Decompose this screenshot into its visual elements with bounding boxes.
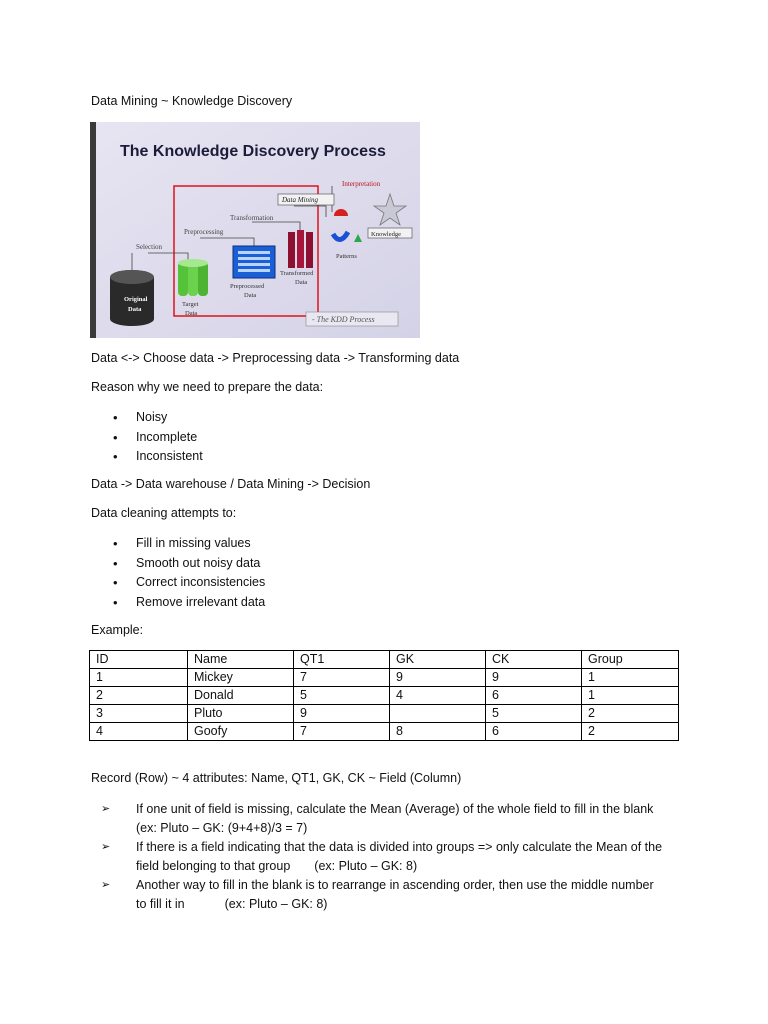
note-continuation: (ex: Pluto – GK: (9+4+8)/3 = 7) — [136, 821, 308, 835]
table-row — [90, 687, 679, 705]
label-interpretation: Interpretation — [342, 180, 381, 188]
list-item: • Inconsistent — [91, 447, 203, 467]
transformed-data-icon — [288, 230, 313, 268]
table-header-cell: QT1 — [294, 651, 390, 669]
flow-line-2: Data -> Data warehouse / Data Mining -> Decision — [91, 477, 371, 491]
arrow-bullet-icon: ➢ — [101, 879, 111, 891]
list-item: • Incomplete — [91, 428, 203, 448]
table-cell: 9 — [486, 669, 582, 687]
notes-list — [91, 800, 681, 914]
record-line: Record (Row) ~ 4 attributes: Name, QT1, GK, CK ~ Field (Column) — [91, 771, 462, 785]
note-example: (ex: Pluto – GK: 8) — [314, 859, 418, 873]
label-original-data-1: Original — [124, 296, 148, 303]
list-item — [91, 876, 681, 914]
label-preprocessing: Preprocessing — [184, 228, 224, 236]
label-selection: Selection — [136, 243, 163, 251]
label-preprocessed-data-2: Data — [244, 292, 257, 299]
label-target-data-2: Data — [185, 310, 198, 317]
label-data-mining: Data Mining — [282, 196, 318, 204]
table-cell — [390, 705, 486, 723]
table-cell: 6 — [486, 687, 582, 705]
label-patterns: Patterns — [336, 253, 357, 260]
cleaning-heading: Data cleaning attempts to: — [91, 506, 237, 520]
note-continuation: to fill it in — [136, 897, 185, 911]
note-text: If there is a field indicating that the data is divided into groups => only calculate the Mean of the — [136, 840, 663, 854]
table-header-cell: Group — [582, 651, 679, 669]
table-header-cell: CK — [486, 651, 582, 669]
kdd-process-figure — [90, 122, 420, 338]
reason-heading: Reason why we need to prepare the data: — [91, 380, 324, 394]
table-cell: 5 — [294, 687, 390, 705]
table-cell: 1 — [582, 669, 679, 687]
cleaning-list — [91, 534, 265, 612]
table-cell: Goofy — [188, 723, 294, 741]
table-header-cell: Name — [188, 651, 294, 669]
table-cell: 3 — [90, 705, 188, 723]
label-target-data-1: Target — [182, 301, 199, 308]
note-text: Another way to fill in the blank is to rearrange in ascending order, then use the middle number — [136, 878, 654, 892]
label-transformed-data-2: Data — [295, 279, 308, 286]
example-heading: Example: — [91, 623, 144, 637]
flow-line-1: Data <-> Choose data -> Preprocessing data -> Transforming data — [91, 351, 460, 365]
table-row — [90, 669, 679, 687]
table-cell: 2 — [582, 705, 679, 723]
table-cell: 1 — [90, 669, 188, 687]
arrow-bullet-icon: ➢ — [101, 841, 111, 853]
note-continuation: field belonging to that group — [136, 859, 291, 873]
label-knowledge: Knowledge — [371, 231, 401, 238]
label-preprocessed-data-1: Preprocessed — [230, 283, 265, 290]
table-header-cell: GK — [390, 651, 486, 669]
table-cell: 4 — [390, 687, 486, 705]
table-cell: 5 — [486, 705, 582, 723]
table-cell: 7 — [294, 723, 390, 741]
label-original-data-2: Data — [128, 306, 142, 313]
table-header-row — [90, 651, 679, 669]
list-item: • Remove irrelevant data — [91, 593, 265, 613]
table-cell: 9 — [294, 705, 390, 723]
reason-list — [91, 408, 203, 467]
table-cell: Mickey — [188, 669, 294, 687]
list-item — [91, 838, 681, 876]
list-item: • Correct inconsistencies — [91, 573, 265, 593]
table-row — [90, 723, 679, 741]
note-text: If one unit of field is missing, calculate the Mean (Average) of the whole field to fill in the blank — [136, 802, 654, 816]
page-heading: Data Mining ~ Knowledge Discovery — [91, 94, 293, 108]
figure-caption: - The KDD Process — [312, 315, 375, 324]
table-header-cell: ID — [90, 651, 188, 669]
example-table — [89, 650, 679, 741]
table-cell: 4 — [90, 723, 188, 741]
table-cell: Pluto — [188, 705, 294, 723]
table-cell: 7 — [294, 669, 390, 687]
table-cell: 8 — [390, 723, 486, 741]
figure-title: The Knowledge Discovery Process — [120, 143, 386, 160]
target-data-icon — [178, 259, 208, 296]
table-cell: 2 — [582, 723, 679, 741]
note-example: (ex: Pluto – GK: 8) — [224, 897, 328, 911]
table-cell: Donald — [188, 687, 294, 705]
table-row — [90, 705, 679, 723]
label-transformation: Transformation — [230, 214, 274, 222]
table-cell: 1 — [582, 687, 679, 705]
list-item: • Noisy — [91, 408, 203, 428]
list-item: • Smooth out noisy data — [91, 554, 265, 574]
list-item: • Fill in missing values — [91, 534, 265, 554]
table-cell: 9 — [390, 669, 486, 687]
arrow-bullet-icon: ➢ — [101, 803, 111, 815]
table-cell: 6 — [486, 723, 582, 741]
preprocessed-data-icon — [233, 246, 275, 278]
label-transformed-data-1: Transformed — [280, 270, 314, 277]
list-item — [91, 800, 681, 838]
table-cell: 2 — [90, 687, 188, 705]
